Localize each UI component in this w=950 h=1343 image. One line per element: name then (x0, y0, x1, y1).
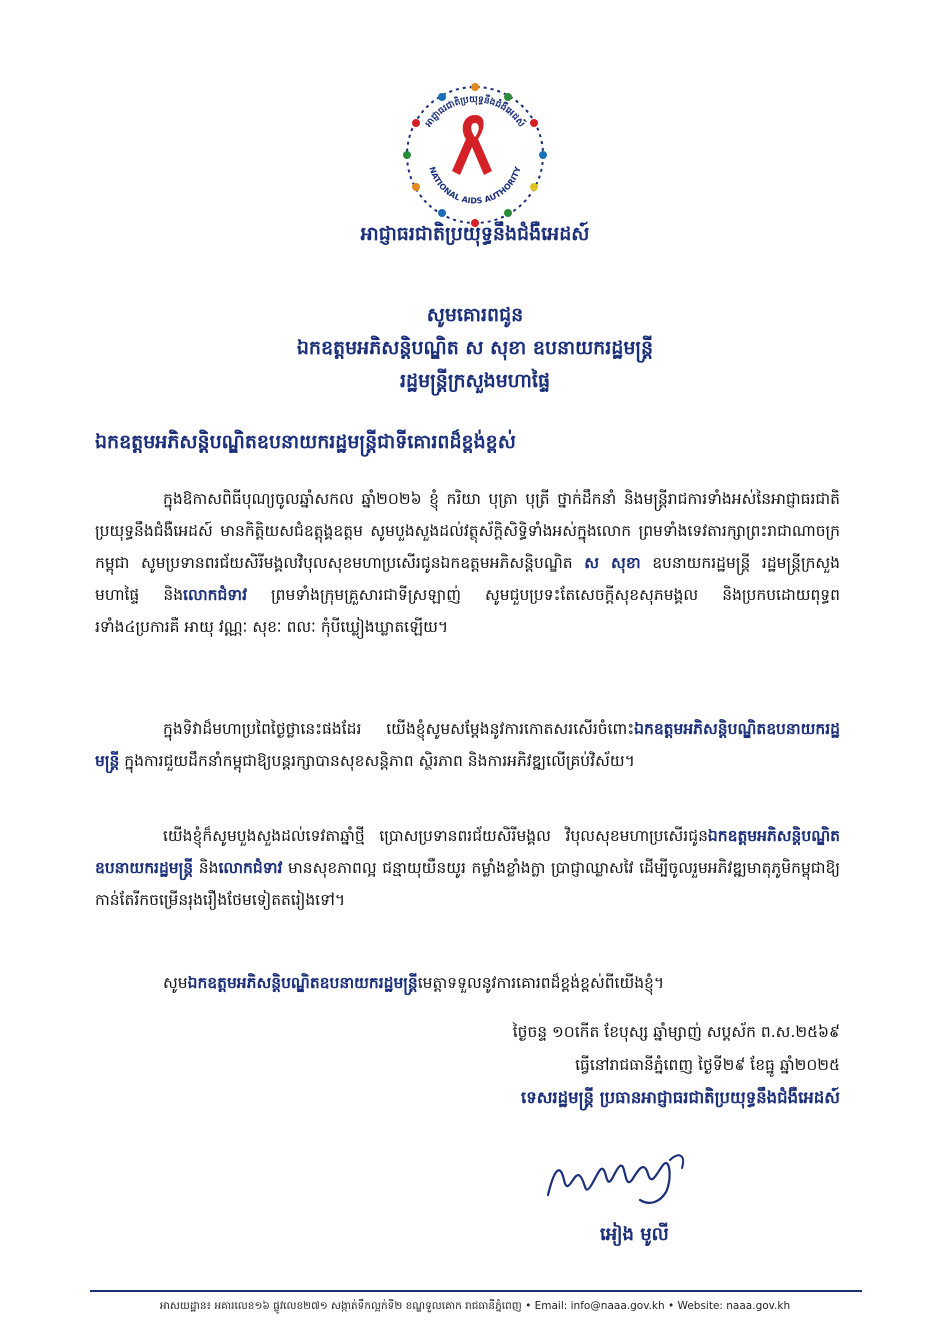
paragraph-2: ក្នុងទិវាដ៏មហាប្រពៃថ្ងៃថ្លានេះផងដែរ យើងខ្ញុំសូមសម្តែងនូវការកោតសរសើរចំពោះឯកឧត្តមអភិសន្តិបណ្ឌិតឧបនាយករដ្ឋមន្ត្រី ក្នុងការជួយដឹកនាំកម្ពុជាឱ្យបន្តរក្សាបានសុខសន្តិភាព ស្ថិរភាព និងការអភិវឌ្ឍលើគ្រប់វិស័យ។ (95, 720, 840, 770)
organization-title: អាជ្ញាធរជាតិប្រយុទ្ធនឹងជំងឺអេដស៍ (360, 223, 590, 245)
svg-text:NATIONAL AIDS AUTHORITY (427, 165, 522, 205)
highlight-title: ឯកឧត្តមអភិសន្តិបណ្ឌិតឧបនាយករដ្ឋមន្ត្រី (95, 720, 840, 770)
logo-ring-text-bottom: NATIONAL AIDS AUTHORITY (427, 165, 523, 206)
recipient-position: រដ្ឋមន្ត្រីក្រសួងមហាផ្ទៃ (399, 370, 550, 392)
footer-divider (90, 1290, 862, 1292)
paragraph-4: សូមឯកឧត្តមអភិសន្តិបណ្ឌិតឧបនាយករដ្ឋមន្ត្រីមេត្តាទទួលនូវការគោរពដ៏ខ្ពង់ខ្ពស់ពីយើងខ្ញុំ។ (163, 974, 665, 992)
logo-ring-text-top: អាជ្ញាធរជាតិប្រយុទ្ធនឹងជំងឺអេដស៍ (423, 94, 527, 130)
highlight-name: ស សុខា (584, 554, 641, 572)
salutation: ឯកឧត្តមអភិសន្តិបណ្ឌិតឧបនាយករដ្ឋមន្ត្រីជាទីគោរពដ៏ខ្ពង់ខ្ពស់ (95, 431, 516, 453)
date-solar: ធ្វើនៅរាជធានីភ្នំពេញ ថ្ងៃទី២៩ ខែធ្នូ ឆ្នាំ២០២៥ (575, 1056, 840, 1074)
footer-email[interactable]: • Email: info@naaa.gov.kh (525, 1300, 665, 1312)
signer-name: អៀង មូលី (600, 1224, 669, 1245)
paragraph-3: យើងខ្ញុំក៏សូមបួងសួងដល់ទេវតាឆ្នាំថ្មី ប្រោសប្រទានពរជ័យសិរីមង្គល វិបុលសុខមហាប្រសើរជូនឯកឧត្តមអភិសន្តិបណ្ឌិតឧបនាយករដ្ឋមន្ត្រី និងលោកជំទាវ មានសុខភាពល្អ ជន្មាយុយឺនយូរ កម្លាំងខ្លាំងក្លា ប្រាជ្ញាឈ្លាសវៃ ដើម្បីចូលរួមអភិវឌ្ឍមាតុភូមិកម្ពុជាឱ្យកាន់តែរីកចម្រើនរុងរឿងថែមទៀតតរៀងទៅ។ (95, 827, 841, 909)
red-ribbon-icon (452, 115, 492, 175)
national-aids-authority-logo (400, 75, 550, 230)
recipient-name: ឯកឧត្តមអភិសន្តិបណ្ឌិត ស សុខា ឧបនាយករដ្ឋមន្ត្រី (296, 337, 654, 359)
highlight-title: ឯកឧត្តមអភិសន្តិបណ្ឌិតឧបនាយករដ្ឋមន្ត្រី (187, 974, 418, 992)
handwritten-signature (540, 1140, 700, 1215)
date-lunar: ថ្ងៃចន្ទ ១០កើត ខែបុស្ស ឆ្នាំម្សាញ់ សប្តស័ក ព.ស.២៥៦៩ (512, 1023, 840, 1041)
footer-address: អាសយដ្ឋាន៖ អគារលេខ១៦ ផ្លូវលេខ២៧១ សង្កាត់ទឹកល្អក់ទី២ ខណ្ឌទួលគោក រាជធានីភ្នំពេញ (159, 1300, 522, 1312)
highlight-lady: លោកជំទាវ (183, 586, 247, 604)
recipient-greeting: សូមគោរពជូន (426, 304, 524, 326)
footer (0, 1300, 950, 1315)
signer-title: ទេសរដ្ឋមន្ត្រី ប្រធានអាជ្ញាធរជាតិប្រយុទ្ធនឹងជំងឺអេដស៍ (521, 1088, 840, 1107)
highlight-title: ឯកឧត្តមអភិសន្តិបណ្ឌិតឧបនាយករដ្ឋមន្ត្រី (95, 827, 840, 877)
highlight-lady: លោកជំទាវ (218, 859, 283, 877)
footer-website[interactable]: • Website: naaa.gov.kh (668, 1300, 791, 1312)
paragraph-1: ក្នុងឱកាសពិធីបុណ្យចូលឆ្នាំសកល ឆ្នាំ២០២៦ ខ្ញុំ ករិយា បុត្រា បុត្រី ថ្នាក់ដឹកនាំ និងមន្ត្រីរាជការទាំងអស់នៃអាជ្ញាធរជាតិប្រយុទ្ធនឹងជំងឺអេដស៍ មានកិត្តិយសជំឧត្តុង្គឧត្តម សូមបួងសួងដល់វត្ថុស័ក្តិសិទ្ធិទាំងអស់ក្នុងលោក ព្រមទាំងទេវតារក្សាព្រះរាជាណាចក្រកម្ពុជា សូមប្រទានពរជ័យសិរីមង្គលវិបុលសុខមហាប្រសើរជូនឯកឧត្តមអភិសន្តិបណ្ឌិត ស សុខា ឧបនាយករដ្ឋមន្ត្រី រដ្ឋមន្ត្រីក្រសួងមហាផ្ទៃ និងលោកជំទាវ ព្រមទាំងក្រុមគ្រួសារជាទីស្រឡាញ់ សូមជួបប្រទះតែសេចក្តីសុខសុភមង្គល និងប្រកបដោយពុទ្ធពរទាំង៤ប្រការគឺ អាយុ វណ្ណៈ សុខៈ ពលៈ កុំបីឃ្លៀងឃ្លាតឡើយ។ (95, 490, 840, 636)
